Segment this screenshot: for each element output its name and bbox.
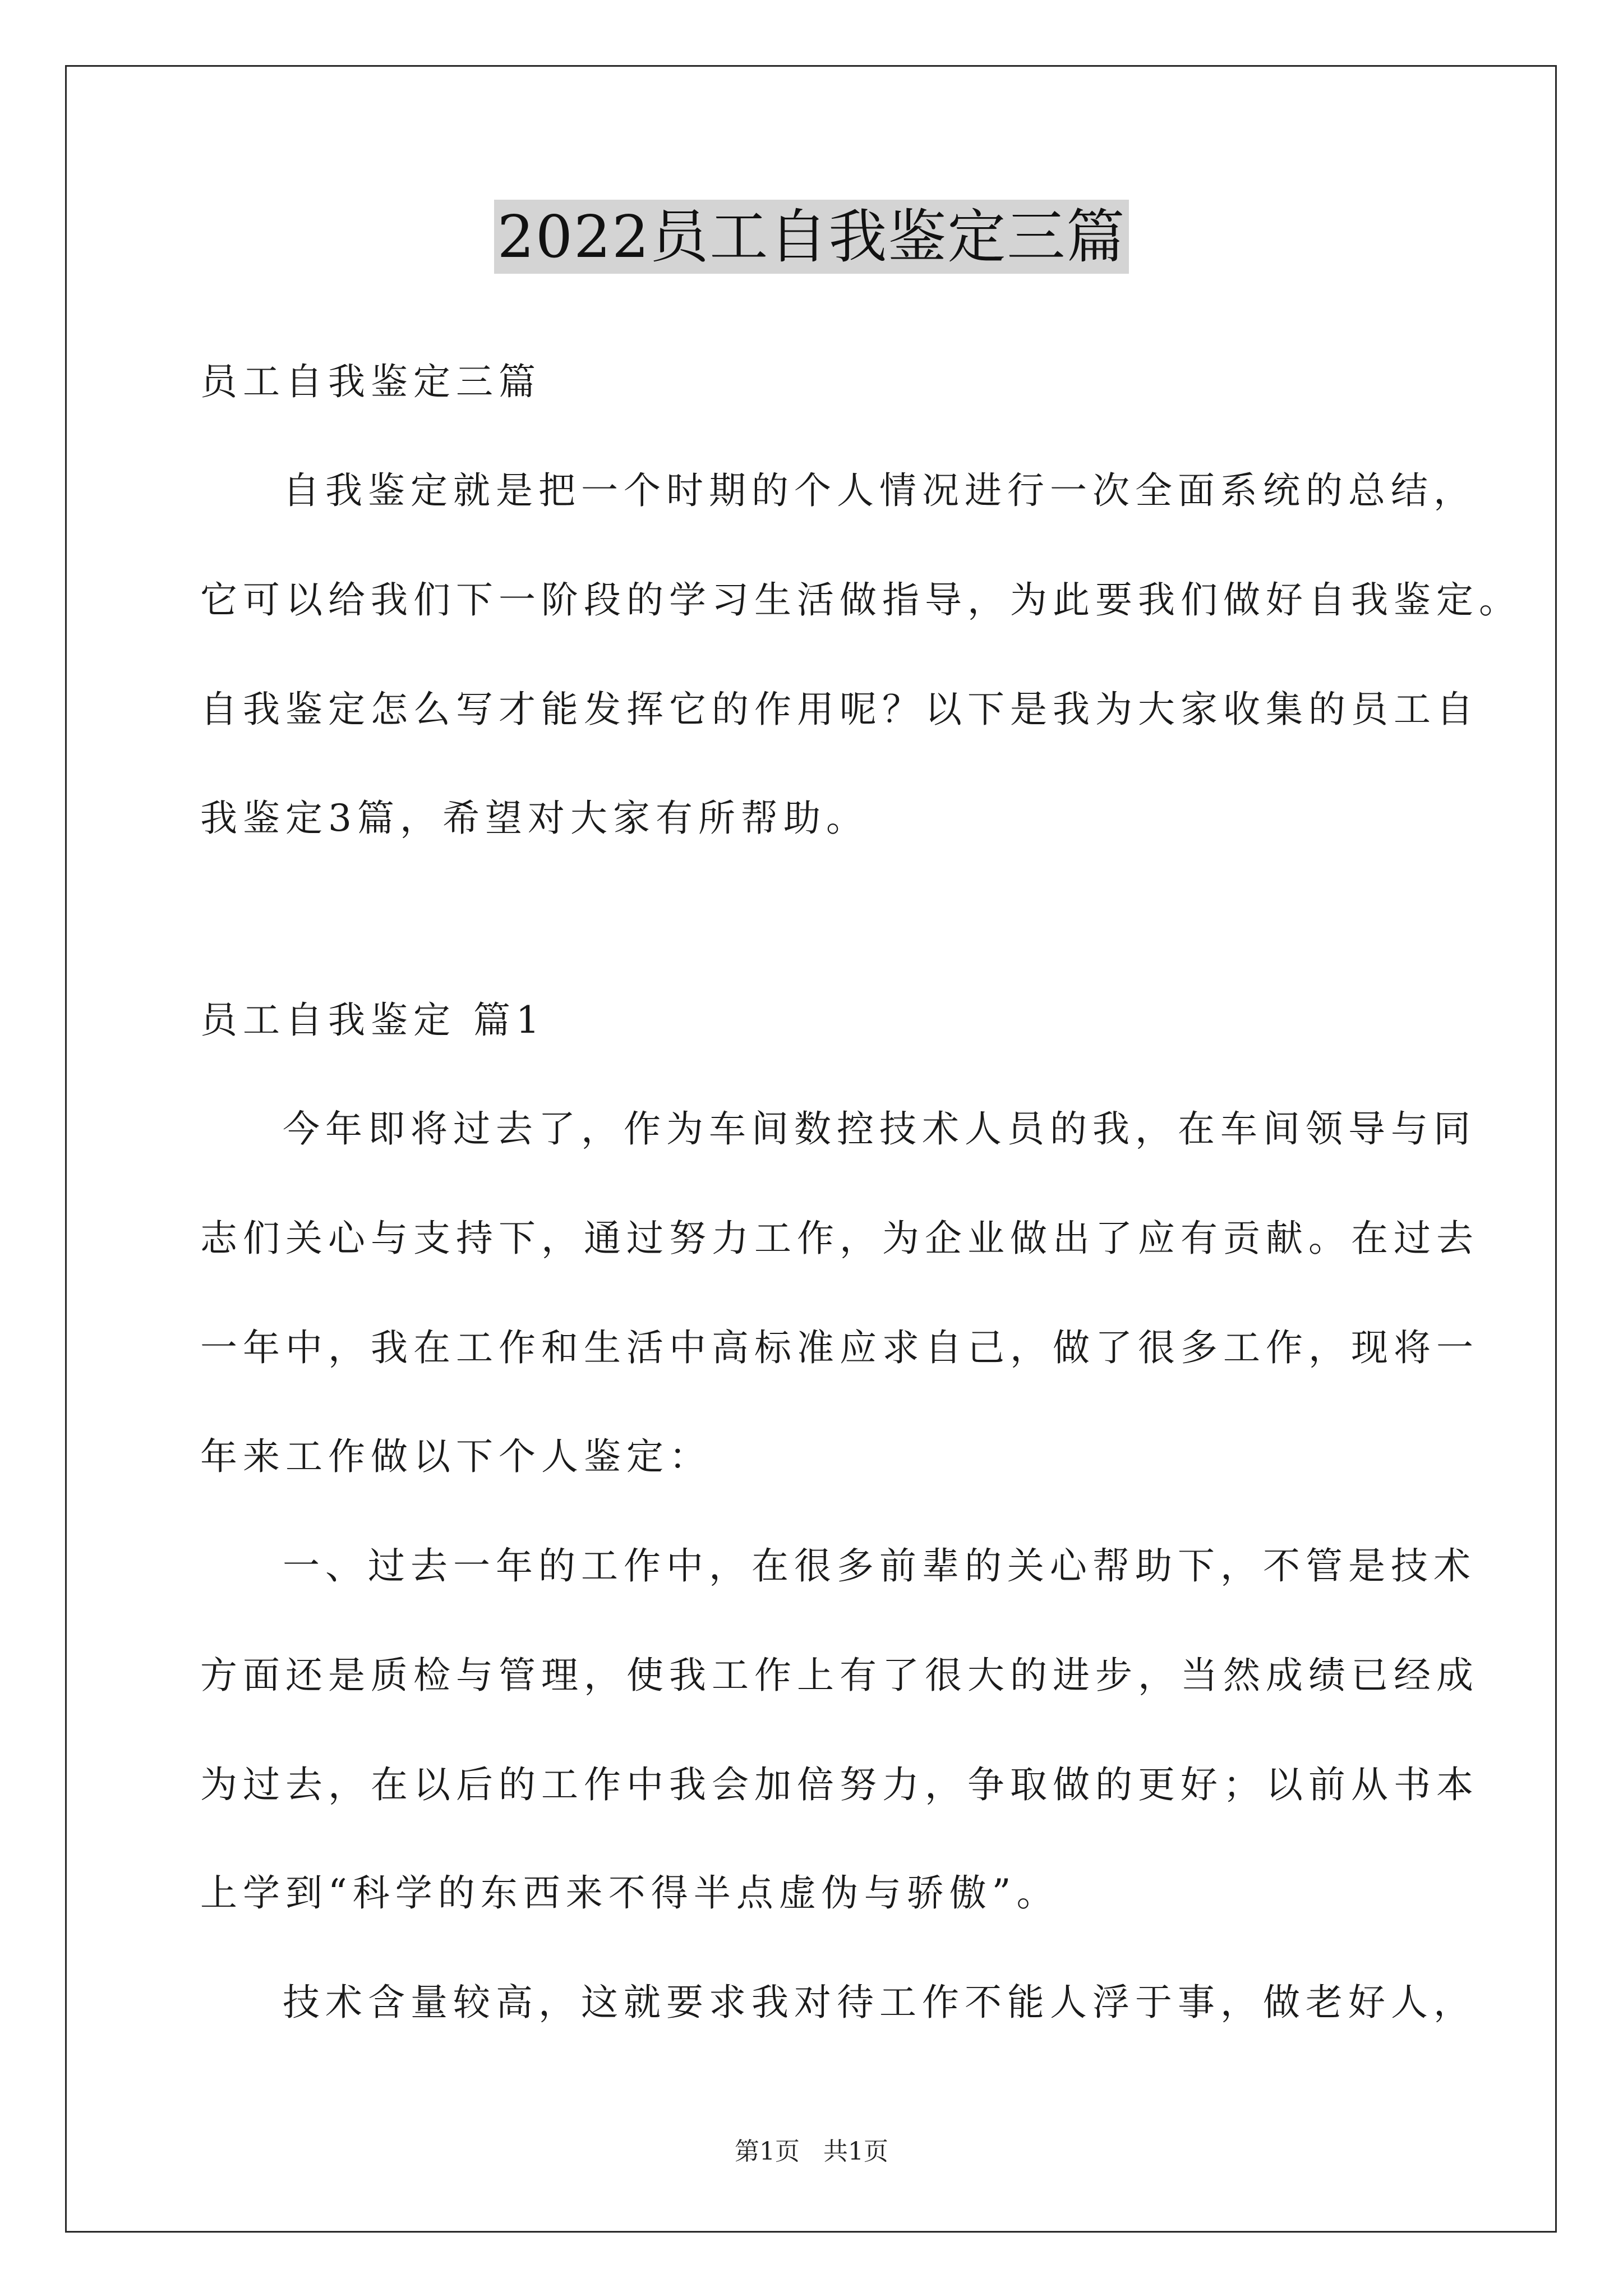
paragraph-line: 上学到“科学的东西来不得半点虚伪与骄傲”。 [200,1871,1059,1915]
page-footer: 第1页 共1页 [735,2137,888,2166]
paragraph-line: 年来工作做以下个人鉴定： [200,1435,712,1478]
paragraph-line: 我鉴定3篇，希望对大家有所帮助。 [200,797,869,840]
subtitle-line: 员工自我鉴定三篇 [200,360,541,403]
paragraph-line: 自我鉴定就是把一个时期的个人情况进行一次全面系统的总结， [283,469,1476,512]
section-heading: 员工自我鉴定 篇1 [200,999,545,1042]
title-container [0,200,1623,274]
document-title: 2022员工自我鉴定三篇 [494,200,1129,274]
paragraph-line: 志们关心与支持下，通过努力工作，为企业做出了应有贡献。在过去 [200,1217,1479,1260]
paragraph-line: 为过去，在以后的工作中我会加倍努力，争取做的更好；以前从书本 [200,1763,1479,1806]
paragraph-line: 自我鉴定怎么写才能发挥它的作用呢？以下是我为大家收集的员工自 [200,688,1479,731]
paragraph-line: 今年即将过去了，作为车间数控技术人员的我，在车间领导与同 [283,1107,1476,1151]
paragraph-line: 一年中，我在工作和生活中高标准应求自己，做了很多工作，现将一 [200,1326,1479,1369]
paragraph-line: 它可以给我们下一阶段的学习生活做指导，为此要我们做好自我鉴定。 [200,578,1521,622]
paragraph-line: 技术含量较高，这就要求我对待工作不能人浮于事，做老好人， [283,1981,1476,2024]
paragraph-line: 方面还是质检与管理，使我工作上有了很大的进步，当然成绩已经成 [200,1654,1479,1697]
paragraph-line: 一、过去一年的工作中，在很多前辈的关心帮助下，不管是技术 [283,1544,1476,1588]
